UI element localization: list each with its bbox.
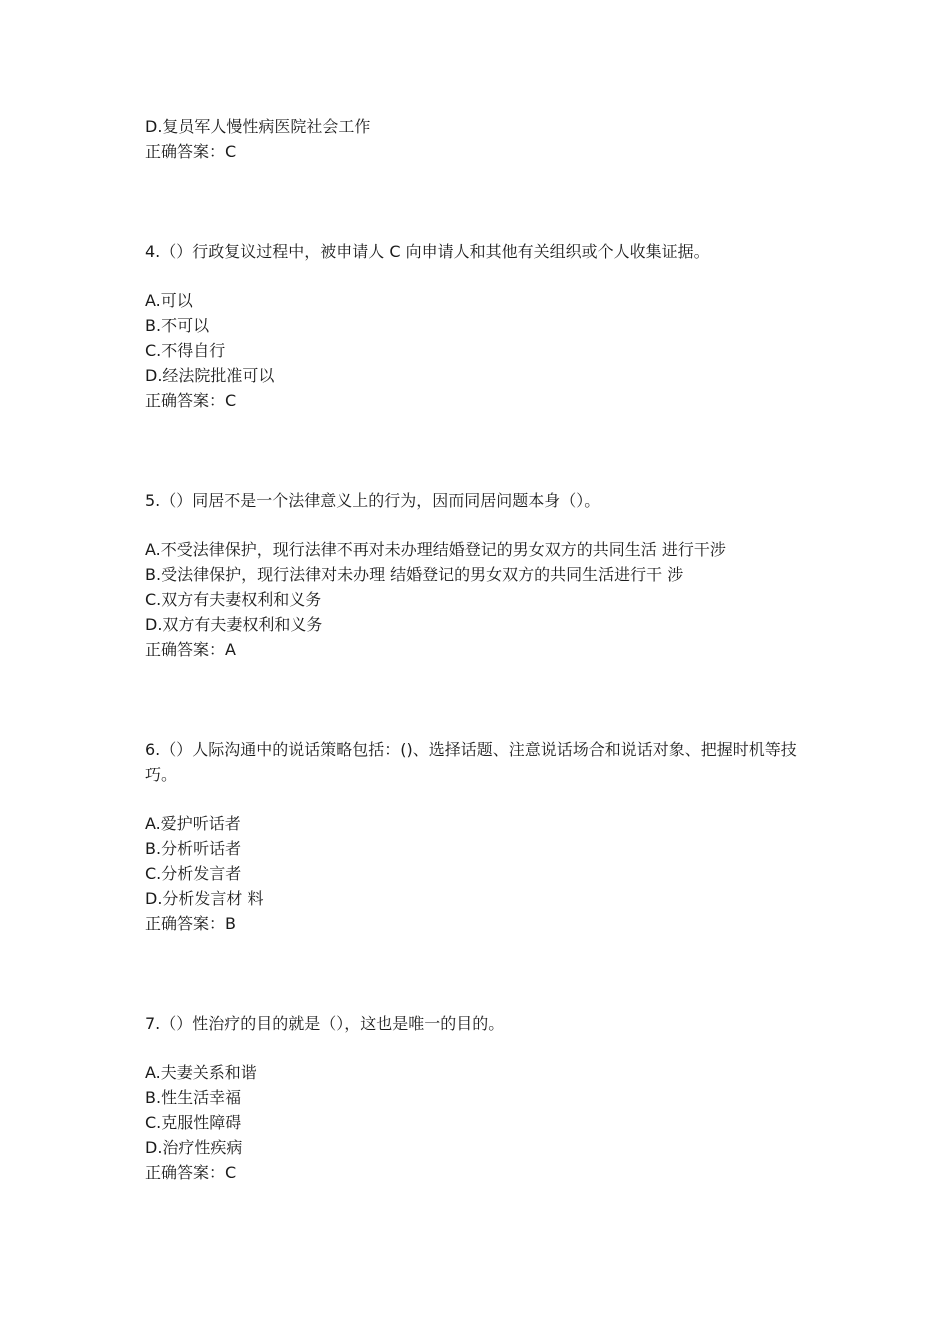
question-5-option-b: B.受法律保护，现行法律对未办理 结婚登记的男女双方的共同生活进行干 涉 [145, 565, 684, 584]
question-7-option-b: B.性生活幸福 [145, 1088, 242, 1107]
question-6-answer: 正确答案：B [145, 914, 236, 933]
question-6-option-a: A.爱护听话者 [145, 814, 241, 833]
question-6-text: 6.（）人际沟通中的说话策略包括：()、选择话题、注意说话场合和说话对象、把握时机等技巧。 [145, 740, 797, 784]
prev-question-option-d: D.复员军人慢性病医院社会工作 [145, 117, 371, 136]
question-7-answer: 正确答案：C [145, 1163, 237, 1182]
question-7-text: 7.（）性治疗的目的就是（），这也是唯一的目的。 [145, 1014, 505, 1033]
question-7-option-a: A.夫妻关系和谐 [145, 1063, 257, 1082]
question-5-answer: 正确答案：A [145, 640, 236, 659]
question-4-answer: 正确答案：C [145, 391, 237, 410]
question-5-text: 5.（）同居不是一个法律意义上的行为，因而同居问题本身（）。 [145, 491, 601, 510]
question-6-option-c: C.分析发言者 [145, 864, 242, 883]
question-4-option-d: D.经法院批准可以 [145, 366, 275, 385]
question-4-option-a: A.可以 [145, 291, 193, 310]
question-6-option-d: D.分析发言材 料 [145, 889, 264, 908]
question-7-option-c: C.克服性障碍 [145, 1113, 242, 1132]
question-5-option-a: A.不受法律保护，现行法律不再对未办理结婚登记的男女双方的共同生活 进行干涉 [145, 540, 726, 559]
question-4-option-c: C.不得自行 [145, 341, 226, 360]
question-4-option-b: B.不可以 [145, 316, 210, 335]
question-5-option-d: D.双方有夫妻权利和义务 [145, 615, 323, 634]
question-5-option-c: C.双方有夫妻权利和义务 [145, 590, 322, 609]
question-7-option-d: D.治疗性疾病 [145, 1138, 243, 1157]
prev-question-answer: 正确答案：C [145, 142, 237, 161]
question-6-option-b: B.分析听话者 [145, 839, 242, 858]
question-4-text: 4.（）行政复议过程中，被申请人 C 向申请人和其他有关组织或个人收集证据。 [145, 242, 710, 261]
